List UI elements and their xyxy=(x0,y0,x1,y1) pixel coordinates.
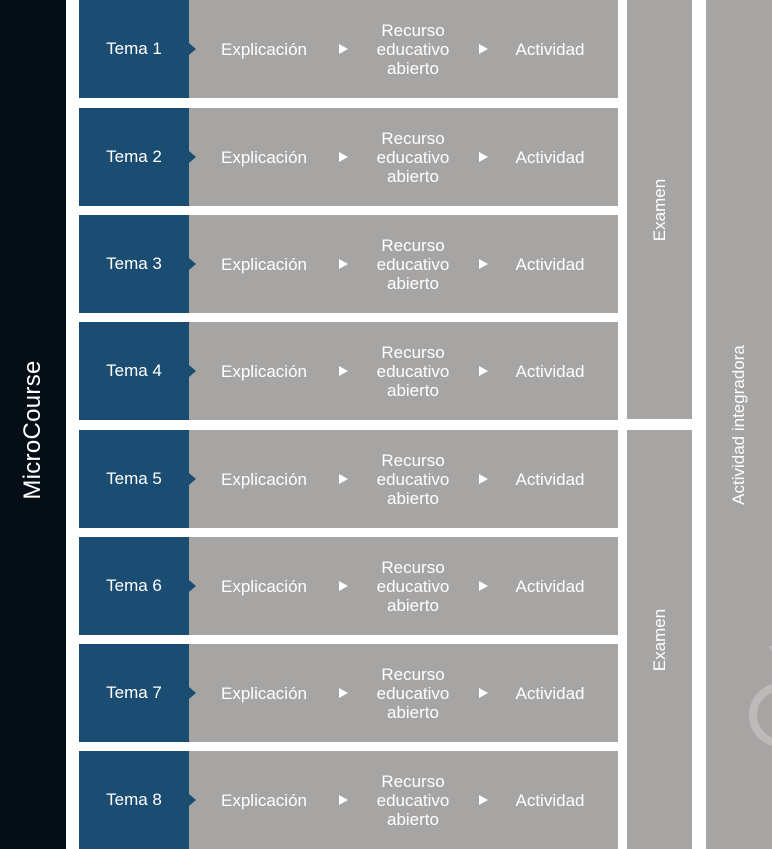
tema-arrow-icon xyxy=(189,43,196,55)
topic-row-3 xyxy=(79,215,618,313)
logo-watermark-icon xyxy=(736,640,772,750)
topic-row-8 xyxy=(79,751,618,849)
tema-label: Tema 7 xyxy=(79,644,189,742)
arrow-right-icon xyxy=(479,44,488,54)
tema-arrow-icon xyxy=(189,687,196,699)
topic-row-1 xyxy=(79,0,618,98)
tema-arrow-icon xyxy=(189,258,196,270)
arrow-right-icon xyxy=(479,474,488,484)
topic-row-6 xyxy=(79,537,618,635)
topic-row-7 xyxy=(79,644,618,742)
tema-label: Tema 1 xyxy=(79,0,189,98)
integrative-activity-block xyxy=(706,0,772,849)
arrow-right-icon xyxy=(339,795,348,805)
tema-label: Tema 5 xyxy=(79,430,189,528)
explicacion-step: Explicación xyxy=(221,683,307,703)
recurso-step: Recurso educativo abierto xyxy=(376,664,450,722)
exam-label: Examen xyxy=(649,178,669,241)
tema-label: Tema 3 xyxy=(79,215,189,313)
arrow-right-icon xyxy=(479,152,488,162)
arrow-right-icon xyxy=(479,366,488,376)
sidebar xyxy=(0,0,66,849)
topic-row-5 xyxy=(79,430,618,528)
arrow-right-icon xyxy=(479,581,488,591)
actividad-step: Actividad xyxy=(515,469,585,489)
arrow-right-icon xyxy=(339,366,348,376)
actividad-step: Actividad xyxy=(515,790,585,810)
topic-row-4 xyxy=(79,322,618,420)
tema-label: Tema 2 xyxy=(79,108,189,206)
explicacion-step: Explicación xyxy=(221,469,307,489)
explicacion-step: Explicación xyxy=(221,790,307,810)
arrow-right-icon xyxy=(339,259,348,269)
tema-label: Tema 4 xyxy=(79,322,189,420)
explicacion-step: Explicación xyxy=(221,39,307,59)
tema-arrow-icon xyxy=(189,473,196,485)
explicacion-step: Explicación xyxy=(221,361,307,381)
actividad-step: Actividad xyxy=(515,147,585,167)
course-title: MicroCourse xyxy=(19,360,46,500)
actividad-step: Actividad xyxy=(515,361,585,381)
tema-label: Tema 6 xyxy=(79,537,189,635)
exam-block-2 xyxy=(627,430,692,849)
recurso-step: Recurso educativo abierto xyxy=(376,128,450,186)
explicacion-step: Explicación xyxy=(221,254,307,274)
exam-block-1 xyxy=(627,0,692,419)
tema-arrow-icon xyxy=(189,151,196,163)
recurso-step: Recurso educativo abierto xyxy=(376,450,450,508)
arrow-right-icon xyxy=(479,259,488,269)
arrow-right-icon xyxy=(339,44,348,54)
arrow-right-icon xyxy=(479,688,488,698)
arrow-right-icon xyxy=(339,688,348,698)
tema-arrow-icon xyxy=(189,365,196,377)
actividad-step: Actividad xyxy=(515,254,585,274)
explicacion-step: Explicación xyxy=(221,576,307,596)
arrow-right-icon xyxy=(339,152,348,162)
tema-arrow-icon xyxy=(189,794,196,806)
recurso-step: Recurso educativo abierto xyxy=(376,235,450,293)
actividad-step: Actividad xyxy=(515,39,585,59)
topic-row-2 xyxy=(79,108,618,206)
recurso-step: Recurso educativo abierto xyxy=(376,20,450,78)
arrow-right-icon xyxy=(479,795,488,805)
integrative-activity-label: Actividad integradora xyxy=(729,345,748,505)
exam-label: Examen xyxy=(649,608,669,671)
arrow-right-icon xyxy=(339,474,348,484)
recurso-step: Recurso educativo abierto xyxy=(376,771,450,829)
arrow-right-icon xyxy=(339,581,348,591)
recurso-step: Recurso educativo abierto xyxy=(376,557,450,615)
tema-label: Tema 8 xyxy=(79,751,189,849)
tema-arrow-icon xyxy=(189,580,196,592)
actividad-step: Actividad xyxy=(515,683,585,703)
actividad-step: Actividad xyxy=(515,576,585,596)
recurso-step: Recurso educativo abierto xyxy=(376,342,450,400)
explicacion-step: Explicación xyxy=(221,147,307,167)
